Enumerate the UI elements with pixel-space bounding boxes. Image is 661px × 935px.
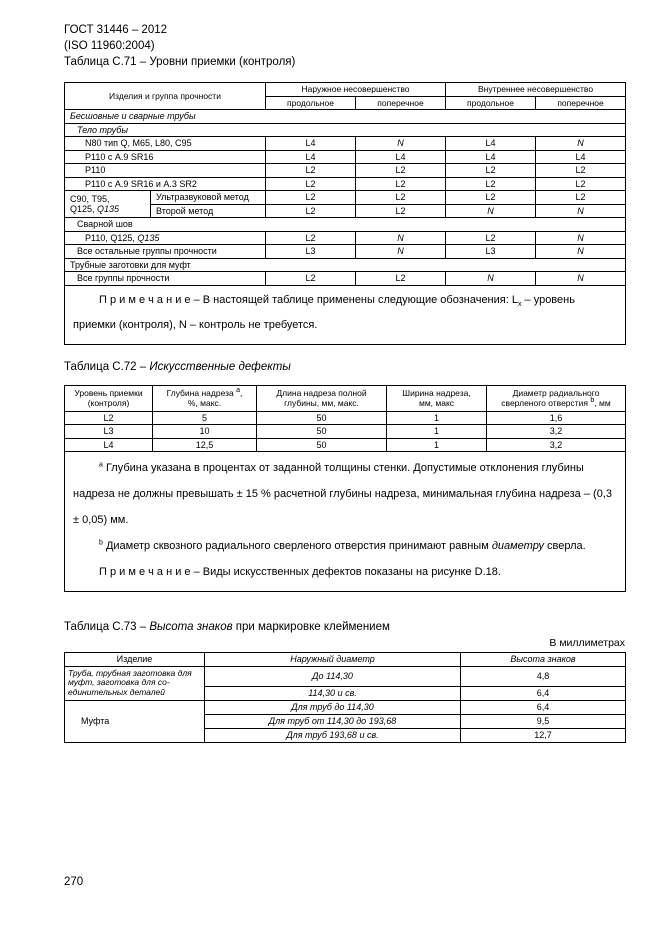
c71-header-transverse: поперечное xyxy=(356,96,446,110)
table-row xyxy=(65,231,626,245)
table-cell: Р110 с А.9 SR16 и А.3 SR2 xyxy=(65,177,266,191)
c72-note: П р и м е ч а н и е – Виды искусственных дефектов показаны на рисунке D.18. xyxy=(99,566,501,578)
table-cell: L2 xyxy=(266,204,356,218)
table-row xyxy=(65,425,626,439)
table-cell: N xyxy=(446,272,536,286)
c71-header-product: Изделия и группа прочности xyxy=(65,83,266,110)
table-cell: N xyxy=(536,204,626,218)
section-row-label: Бесшовные и сварные трубы xyxy=(65,110,626,124)
c72-header-depth: Глубина надреза $^а$, %, макс. xyxy=(153,385,257,411)
table-cell: L2 xyxy=(266,231,356,245)
table-cell: Р110, Q125, Q135 xyxy=(65,231,266,245)
table-row xyxy=(65,272,626,286)
table-row xyxy=(65,177,626,191)
table-cell: L2 xyxy=(266,164,356,178)
section-row-label: Тело трубы xyxy=(65,123,626,137)
table-cell: 3,2 xyxy=(487,425,626,439)
table-cell: Р110 xyxy=(65,164,266,178)
table-cell: 50 xyxy=(257,411,387,425)
footnote-marker-b: b xyxy=(590,397,595,405)
table-c73 xyxy=(64,652,626,743)
table-cell: 10 xyxy=(153,425,257,439)
table-c72 xyxy=(64,385,626,593)
table-cell: С90, Т95, Q125, Q135 xyxy=(65,191,151,218)
table-cell: 3,2 xyxy=(487,438,626,452)
table-cell: L2 xyxy=(356,204,446,218)
table-row xyxy=(65,452,626,592)
units-label: В миллиметрах xyxy=(549,637,625,649)
table-cell: N80 тип Q, М65, L80, С95 xyxy=(65,137,266,151)
table-cell: 12,5 xyxy=(153,438,257,452)
table-row xyxy=(65,700,626,714)
c73-header-product: Изделие xyxy=(65,653,205,667)
c71-header-longitudinal: продольное xyxy=(266,96,356,110)
table-cell: L2 xyxy=(446,191,536,205)
doc-number-line: ГОСТ 31446 – 2012 xyxy=(64,24,168,36)
table-row xyxy=(65,191,626,205)
table-c72-caption: Таблица С.72 – Искусственные дефекты xyxy=(64,360,291,373)
section-row-label: Сварной шов xyxy=(65,218,626,232)
table-cell: N xyxy=(446,204,536,218)
table-cell: N xyxy=(536,272,626,286)
table-row xyxy=(65,666,626,686)
table-cell: L3 xyxy=(65,425,153,439)
table-cell: L2 xyxy=(266,177,356,191)
table-row xyxy=(65,285,626,344)
table-cell: Все группы прочности xyxy=(65,272,266,286)
table-cell: L2 xyxy=(266,272,356,286)
table-row xyxy=(65,258,626,272)
table-cell: Второй метод xyxy=(151,204,266,218)
table-cell: 1 xyxy=(387,411,487,425)
c72-footnote-a: $^а$ Глубина указана в процентах от заданной толщины стенки. Допустимые отклонения глубины надреза не должны превышать ± 15 % расчетной глубины надреза, минимальная глубина надреза – (0,3 ± 0,05) мм. xyxy=(73,461,612,526)
c71-header-outer-imperfection: Наружное несовершенство xyxy=(266,83,446,97)
table-cell: L2 xyxy=(536,164,626,178)
section-row-label: Трубные заготовки для муфт xyxy=(65,258,626,272)
c72-header-level: Уровень приемки (контроля) xyxy=(65,385,153,411)
table-cell: Все остальные группы прочности xyxy=(65,245,266,259)
table-cell: Р110 с А.9 SR16 xyxy=(65,150,266,164)
table-row xyxy=(65,438,626,452)
table-cell: N xyxy=(356,137,446,151)
c71-header-transverse: поперечное xyxy=(536,96,626,110)
footnote-marker-b: b xyxy=(99,539,103,547)
c71-header-inner-imperfection: Внутреннее несовершенство xyxy=(446,83,626,97)
table-cell: До 114,30 xyxy=(205,666,461,686)
table-row xyxy=(65,411,626,425)
table-row xyxy=(65,245,626,259)
table-cell: 50 xyxy=(257,425,387,439)
document-header xyxy=(64,22,625,54)
table-cell: L2 xyxy=(356,177,446,191)
table-cell: L2 xyxy=(536,191,626,205)
table-row xyxy=(65,164,626,178)
table-cell: L4 xyxy=(446,150,536,164)
table-cell: 114,30 и св. xyxy=(205,686,461,700)
table-row xyxy=(65,218,626,232)
c73-product-group-coupling: Муфта xyxy=(65,700,205,742)
table-cell: L4 xyxy=(266,150,356,164)
table-c71 xyxy=(64,82,626,345)
table-cell: 5 xyxy=(153,411,257,425)
table-cell: L4 xyxy=(536,150,626,164)
c73-header-diameter: Наружный диаметр xyxy=(205,653,461,667)
table-cell: L2 xyxy=(446,231,536,245)
table-cell: 50 xyxy=(257,438,387,452)
c71-header-longitudinal: продольное xyxy=(446,96,536,110)
table-cell: N xyxy=(536,137,626,151)
table-cell: N xyxy=(356,231,446,245)
table-cell: Для труб до 114,30 xyxy=(205,700,461,714)
table-cell: 12,7 xyxy=(461,728,626,742)
table-row xyxy=(65,110,626,124)
table-cell: N xyxy=(536,245,626,259)
table-row xyxy=(65,137,626,151)
c72-header-length: Длина надреза полной глубины, мм, макс. xyxy=(257,385,387,411)
table-c71-caption: Таблица С.71 – Уровни приемки (контроля) xyxy=(64,56,296,68)
table-row xyxy=(65,653,626,667)
table-c73-caption: Таблица С.73 – Высота знаков при маркировке клеймением xyxy=(64,621,390,633)
table-cell: L2 xyxy=(356,164,446,178)
table-cell: L3 xyxy=(446,245,536,259)
c72-header-width: Ширина надреза, мм, макс xyxy=(387,385,487,411)
table-cell: 6,4 xyxy=(461,686,626,700)
table-cell: L2 xyxy=(446,164,536,178)
table-cell: 4,8 xyxy=(461,666,626,686)
table-row xyxy=(65,123,626,137)
table-cell: N xyxy=(536,231,626,245)
footnote-marker-a: а xyxy=(236,387,240,395)
table-cell: L2 xyxy=(356,272,446,286)
table-cell: L4 xyxy=(266,137,356,151)
table-cell: L2 xyxy=(446,177,536,191)
table-cell: L4 xyxy=(446,137,536,151)
table-row xyxy=(65,83,626,97)
c72-footnotes xyxy=(65,452,626,592)
table-cell: L2 xyxy=(536,177,626,191)
c72-footnote-b: $^b$ Диаметр сквозного радиального сверленого отверстия принимают равным диаметру сверла. xyxy=(99,539,586,552)
c71-note: П р и м е ч а н и е – В настоящей таблице применены следующие обозначения: $L_x$ – уровень приемки (контроля), N – контроль не требуется. xyxy=(65,285,626,344)
table-cell: 9,5 xyxy=(461,714,626,728)
page-number: 270 xyxy=(64,876,84,888)
table-row xyxy=(65,385,626,411)
table-cell: Ультразвуковой метод xyxy=(151,191,266,205)
c72-header-diameter: Диаметр радиального сверленого отверстия $^b$, мм xyxy=(487,385,626,411)
c73-product-group-pipe: Труба, трубная заготовка для муфт, заготовка для со-единительных деталей xyxy=(65,666,205,700)
table-cell: N xyxy=(356,245,446,259)
table-cell: Для труб от 114,30 до 193,68 xyxy=(205,714,461,728)
doc-iso-line: (ISO 11960:2004) xyxy=(64,40,155,52)
table-cell: L3 xyxy=(266,245,356,259)
table-cell: 1 xyxy=(387,425,487,439)
table-cell: L2 xyxy=(266,191,356,205)
table-cell: 1 xyxy=(387,438,487,452)
table-cell: 1,6 xyxy=(487,411,626,425)
table-cell: L4 xyxy=(65,438,153,452)
footnote-marker-a: а xyxy=(99,461,103,469)
subscript-x: x xyxy=(517,300,522,308)
table-cell: L4 xyxy=(356,150,446,164)
table-row xyxy=(65,150,626,164)
c73-header-height: Высота знаков xyxy=(461,653,626,667)
table-cell: L2 xyxy=(356,191,446,205)
table-cell: L2 xyxy=(65,411,153,425)
table-cell: Для труб 193,68 и св. xyxy=(205,728,461,742)
table-cell: 6,4 xyxy=(461,700,626,714)
